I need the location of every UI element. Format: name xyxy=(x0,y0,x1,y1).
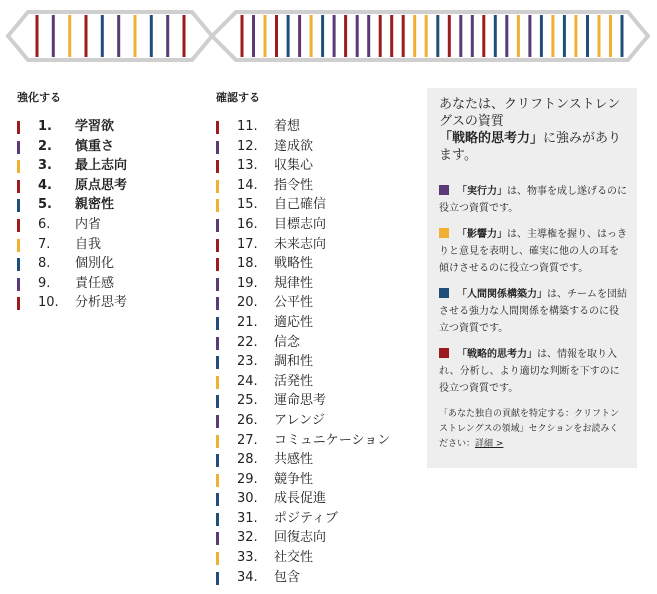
strength-rank: 13. xyxy=(237,158,258,174)
banner-stripe xyxy=(344,15,347,57)
strength-name: 目標志向 xyxy=(274,216,327,232)
strength-item xyxy=(216,568,416,588)
strength-name: 収集心 xyxy=(274,158,314,174)
confirm-title: 確認する xyxy=(216,91,260,104)
strength-name: 調和性 xyxy=(274,354,314,370)
banner-stripe xyxy=(540,15,543,57)
domain-color-bar xyxy=(216,435,219,448)
strength-name: 責任感 xyxy=(75,275,115,291)
banner-stripe xyxy=(356,15,359,57)
banner-stripe xyxy=(52,15,55,57)
domain-color-bar xyxy=(17,141,20,154)
info-footer xyxy=(439,407,627,452)
strength-rank: 6. xyxy=(38,216,51,232)
info-intro xyxy=(439,96,627,164)
strength-item xyxy=(216,176,416,196)
strength-item xyxy=(17,293,197,313)
banner-stripe xyxy=(448,15,451,57)
strength-name: 共感性 xyxy=(274,452,314,468)
strength-name: 自己確信 xyxy=(274,197,327,213)
strength-name: 分析思考 xyxy=(75,295,128,311)
banner-stripe xyxy=(85,15,88,57)
banner-stripe xyxy=(287,15,290,57)
domain-color-bar xyxy=(216,337,219,350)
strength-item xyxy=(216,391,416,411)
strength-name: 親密性 xyxy=(75,197,115,213)
strength-name: 個別化 xyxy=(75,256,115,272)
info-intro-domain: 「戦略的思考力」 xyxy=(439,131,544,146)
strength-item xyxy=(216,548,416,568)
strength-item xyxy=(17,274,197,294)
banner-stripe xyxy=(36,15,39,57)
domain-color-bar xyxy=(216,513,219,526)
strength-item xyxy=(216,156,416,176)
banner-stripe xyxy=(471,15,474,57)
strength-rank: 7. xyxy=(38,236,51,252)
banner-stripe xyxy=(402,15,405,57)
strength-name: 指令性 xyxy=(274,177,314,193)
strength-item xyxy=(216,195,416,215)
strength-name: 競争性 xyxy=(274,471,314,487)
banner-stripe xyxy=(117,15,120,57)
strength-rank: 5. xyxy=(38,197,52,213)
domain-color-bar xyxy=(216,415,219,428)
strength-name: 包含 xyxy=(274,569,301,585)
banner-stripe xyxy=(367,15,370,57)
strength-rank: 4. xyxy=(38,177,52,193)
domain-name: 「影響力」 xyxy=(457,229,507,240)
domain-color-bar xyxy=(216,317,219,330)
domain-color-swatch xyxy=(439,185,449,195)
domain-color-swatch xyxy=(439,228,449,238)
strength-rank: 23. xyxy=(237,354,258,370)
domain-info-panel xyxy=(427,88,637,468)
domain-color-bar xyxy=(216,532,219,545)
domain-color-bar xyxy=(216,395,219,408)
banner-stripe xyxy=(333,15,336,57)
details-link[interactable]: 詳細 > xyxy=(475,439,504,449)
domain-description xyxy=(439,346,627,397)
strength-rank: 12. xyxy=(237,138,258,154)
strength-rank: 30. xyxy=(237,491,258,507)
domain-color-bar xyxy=(216,493,219,506)
banner-stripe xyxy=(517,15,520,57)
strength-item xyxy=(216,215,416,235)
banner-stripe xyxy=(252,15,255,57)
banner-stripe xyxy=(425,15,428,57)
strength-rank: 28. xyxy=(237,452,258,468)
banner-stripe xyxy=(68,15,71,57)
strength-name: 規律性 xyxy=(274,275,314,291)
strength-rank: 15. xyxy=(237,197,258,213)
strength-rank: 20. xyxy=(237,295,258,311)
strength-item xyxy=(216,528,416,548)
strength-item xyxy=(17,254,197,274)
banner-stripe xyxy=(482,15,485,57)
domain-color-bar xyxy=(17,180,20,193)
strength-name: 慎重さ xyxy=(75,138,115,154)
banner-stripe xyxy=(264,15,267,57)
banner-stripe xyxy=(586,15,589,57)
banner-stripe xyxy=(459,15,462,57)
strength-rank: 11. xyxy=(237,119,258,134)
banner-stripe xyxy=(494,15,497,57)
strength-name: 達成欲 xyxy=(274,138,314,154)
domain-color-bar xyxy=(17,160,20,173)
strength-rank: 14. xyxy=(237,177,258,193)
strength-item xyxy=(216,470,416,490)
strength-name: 未来志向 xyxy=(274,236,327,252)
strength-rank: 18. xyxy=(237,256,258,272)
strength-item xyxy=(216,411,416,431)
strength-name: 成長促進 xyxy=(274,491,327,507)
domain-color-bar xyxy=(216,376,219,389)
strength-item xyxy=(216,254,416,274)
strength-item xyxy=(216,509,416,529)
strength-rank: 27. xyxy=(237,432,258,448)
banner-stripe xyxy=(621,15,624,57)
banner-stripe xyxy=(298,15,301,57)
strengthen-list xyxy=(17,117,197,313)
banner-stripe xyxy=(183,15,186,57)
banner-stripe xyxy=(241,15,244,57)
strength-item xyxy=(216,117,416,137)
strength-name: 社交性 xyxy=(274,550,314,566)
strength-name: 戦略性 xyxy=(274,256,314,272)
domain-color-bar xyxy=(216,160,219,173)
strength-name: コミュニケーション xyxy=(274,432,391,448)
strength-rank: 29. xyxy=(237,471,258,487)
banner-stripe xyxy=(609,15,612,57)
strength-name: 活発性 xyxy=(274,373,314,389)
strength-rank: 9. xyxy=(38,275,51,291)
strength-name: 学習欲 xyxy=(75,119,115,134)
strength-name: 最上志向 xyxy=(75,158,128,174)
banner-stripe xyxy=(310,15,313,57)
strength-item xyxy=(216,313,416,333)
strength-item xyxy=(216,431,416,451)
banner-stripe xyxy=(505,15,508,57)
strength-rank: 21. xyxy=(237,314,258,330)
strength-rank: 19. xyxy=(237,275,258,291)
domain-color-bar xyxy=(17,199,20,212)
domain-name: 「人間関係構築力」 xyxy=(457,289,547,300)
domain-color-bar xyxy=(216,199,219,212)
strength-rank: 1. xyxy=(38,119,52,134)
banner-stripe xyxy=(390,15,393,57)
domain-text: は、主導権を握り、はっきりと意見を表明し、確実に他の人の耳を傾けさせるのに役立つ資質です。 xyxy=(439,229,627,274)
domain-description xyxy=(439,286,627,337)
strengthen-title: 強化する xyxy=(17,91,61,104)
domain-color-bar xyxy=(216,572,219,585)
strength-name: 公平性 xyxy=(274,295,314,311)
strength-rank: 2. xyxy=(38,138,52,154)
banner-left-band xyxy=(8,12,212,60)
domain-color-bar xyxy=(216,552,219,565)
domain-color-bar xyxy=(17,258,20,271)
strength-item xyxy=(216,489,416,509)
strength-rank: 16. xyxy=(237,216,258,232)
domain-name: 「実行力」 xyxy=(457,186,507,197)
domain-color-bar xyxy=(216,356,219,369)
strength-item xyxy=(216,137,416,157)
strength-rank: 22. xyxy=(237,334,258,350)
domain-name: 「戦略的思考力」 xyxy=(457,349,537,360)
strength-item xyxy=(17,195,197,215)
strength-rank: 3. xyxy=(38,158,52,174)
banner-stripe xyxy=(321,15,324,57)
strength-item xyxy=(216,235,416,255)
strength-item xyxy=(216,333,416,353)
domain-color-bar xyxy=(216,474,219,487)
domain-color-bar xyxy=(17,121,20,134)
strength-name: 適応性 xyxy=(274,314,314,330)
strengths-banner xyxy=(0,0,657,72)
info-footer-text: 「あなた独自の貢献を特定する：クリフトンストレングスの領域」セクションをお読みください： xyxy=(439,409,620,449)
strength-name: 運命思考 xyxy=(274,393,327,409)
strength-rank: 31. xyxy=(237,510,258,526)
strength-item xyxy=(216,274,416,294)
strength-rank: 10. xyxy=(38,295,59,311)
strength-item xyxy=(17,156,197,176)
banner-stripe xyxy=(528,15,531,57)
domain-color-bar xyxy=(216,297,219,310)
domain-text: は、物事を成し遂げるのに役立つ資質です。 xyxy=(439,186,627,214)
banner-stripe xyxy=(574,15,577,57)
domain-color-bar xyxy=(216,121,219,134)
domain-color-bar xyxy=(216,219,219,232)
strength-item xyxy=(17,176,197,196)
domain-color-bar xyxy=(17,239,20,252)
strength-name: 着想 xyxy=(274,119,301,134)
info-intro-text: あなたは、クリフトンストレングスの資質 xyxy=(439,97,621,129)
domain-color-bar xyxy=(216,180,219,193)
strength-name: 信念 xyxy=(274,334,301,350)
domain-description xyxy=(439,226,627,277)
domain-description xyxy=(439,183,627,217)
strength-rank: 26. xyxy=(237,412,258,428)
strength-name: 回復志向 xyxy=(274,530,327,546)
strength-rank: 24. xyxy=(237,373,258,389)
banner-stripe xyxy=(563,15,566,57)
strength-name: 原点思考 xyxy=(75,177,128,193)
strength-rank: 17. xyxy=(237,236,258,252)
domain-color-bar xyxy=(17,297,20,310)
strength-item xyxy=(216,372,416,392)
strength-item xyxy=(17,235,197,255)
domain-color-bar xyxy=(17,278,20,291)
banner-stripe xyxy=(436,15,439,57)
strength-name: アレンジ xyxy=(274,412,325,428)
domain-color-bar xyxy=(17,219,20,232)
strength-rank: 25. xyxy=(237,393,258,409)
banner-stripe xyxy=(598,15,601,57)
confirm-list xyxy=(216,117,416,587)
strength-rank: 32. xyxy=(237,530,258,546)
banner-stripe xyxy=(166,15,169,57)
banner-stripe xyxy=(150,15,153,57)
strength-name: 自我 xyxy=(75,236,102,252)
banner-stripe xyxy=(275,15,278,57)
strength-item xyxy=(216,450,416,470)
domain-text: は、情報を取り入れ、分析し、より適切な判断を下すのに役立つ資質です。 xyxy=(439,349,620,394)
strength-item xyxy=(17,215,197,235)
strength-item xyxy=(216,293,416,313)
strength-rank: 34. xyxy=(237,569,258,585)
banner-stripe xyxy=(379,15,382,57)
strength-rank: 8. xyxy=(38,256,51,272)
strength-item xyxy=(17,137,197,157)
banner-stripe xyxy=(101,15,104,57)
strength-rank: 33. xyxy=(237,550,258,566)
domain-color-bar xyxy=(216,278,219,291)
strength-item xyxy=(216,352,416,372)
banner-stripe xyxy=(551,15,554,57)
strength-item xyxy=(17,117,197,137)
domain-text: は、チームを団結させる強力な人間関係を構築するのに役立つ資質です。 xyxy=(439,289,627,334)
domain-color-bar xyxy=(216,141,219,154)
strength-name: 内省 xyxy=(75,216,102,232)
domain-color-bar xyxy=(216,258,219,271)
info-intro-suffix: に強みがあります。 xyxy=(439,131,622,163)
domain-color-swatch xyxy=(439,348,449,358)
strength-name: ポジティブ xyxy=(274,510,338,526)
domain-color-bar xyxy=(216,239,219,252)
domain-color-swatch xyxy=(439,288,449,298)
banner-stripe xyxy=(413,15,416,57)
domain-color-bar xyxy=(216,454,219,467)
banner-stripe xyxy=(134,15,137,57)
